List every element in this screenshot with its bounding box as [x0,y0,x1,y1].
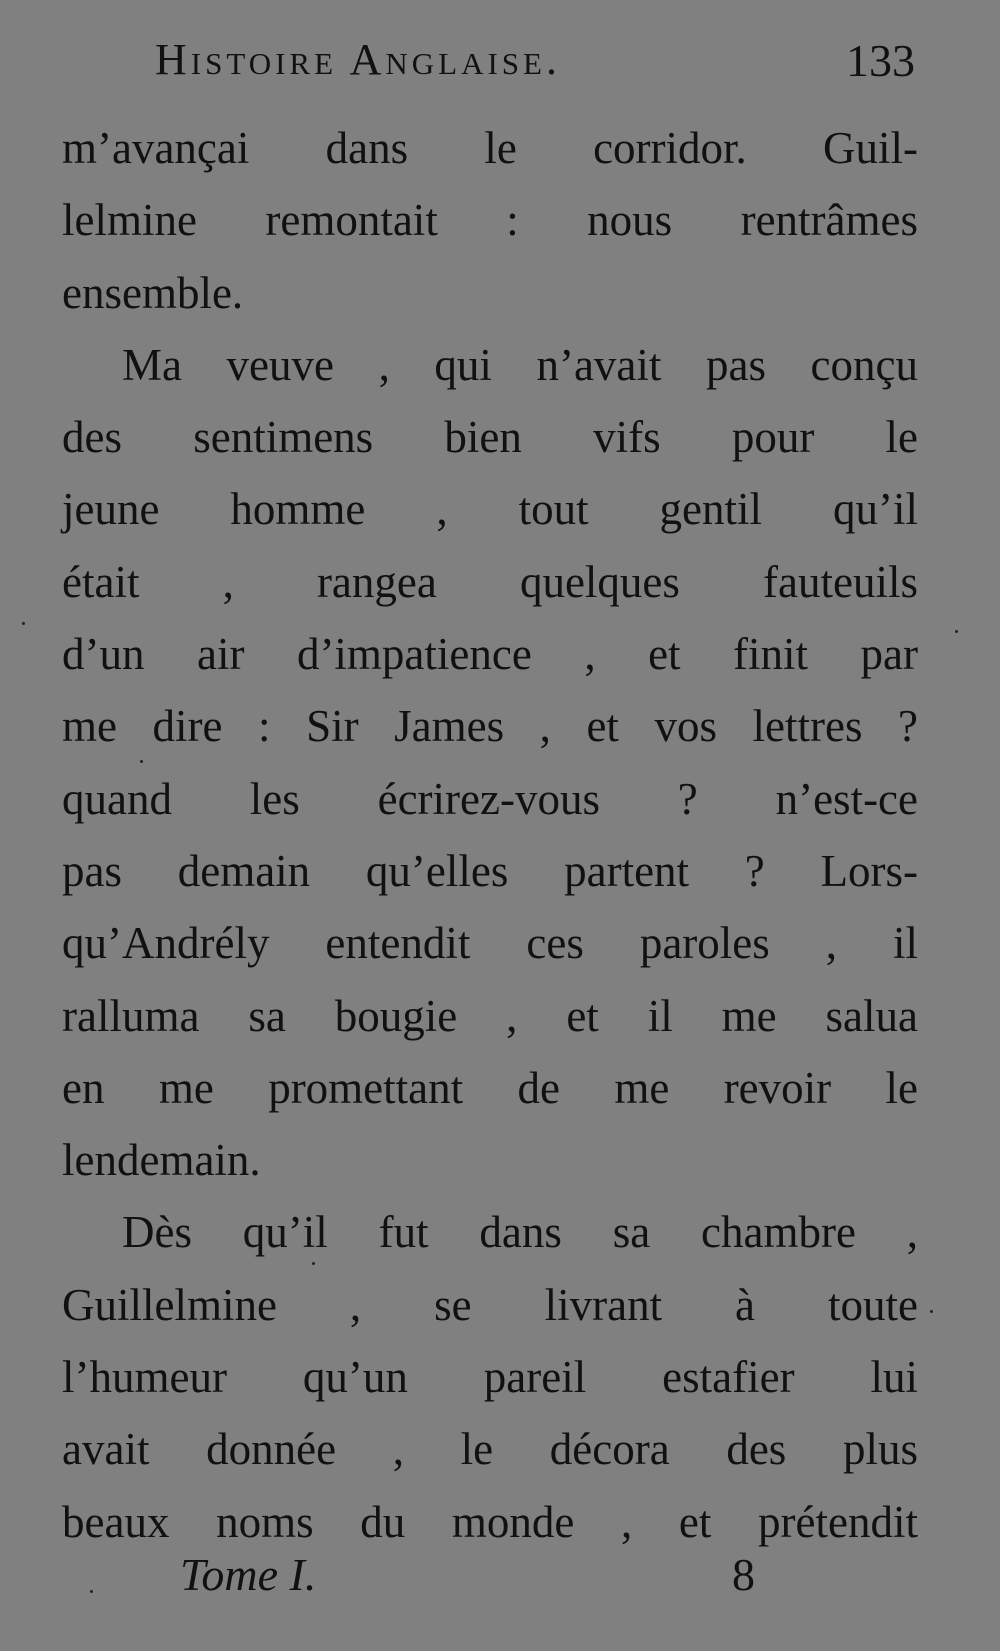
text-line: m’avançai dans le corridor. Guil- [62,123,918,173]
print-speck [930,1310,933,1313]
page-footer [180,1548,780,1618]
text-line: Guillelmine , se livrant à toute [62,1279,918,1330]
volume-label: Tome I. [180,1549,317,1600]
text-line: en me promettant de me revoir le [62,1062,918,1113]
text-line: lelmine remontait : nous rentrâmes [62,195,918,246]
print-speck [140,760,143,763]
page-header [155,34,915,104]
text-line: jeune homme , tout gentil qu’il [62,484,918,535]
text-line: me dire : Sir James , et vos lettres ? [62,701,918,752]
print-speck [312,1262,315,1265]
text-line: quand les écrirez-vous ? n’est-ce [62,773,918,824]
text-line: beaux noms du monde , et prétendit [62,1496,918,1547]
print-speck [22,622,25,625]
text-line: était , rangea quelques fauteuils [62,556,918,607]
text-line: d’un air d’impatience , et finit par [62,629,918,680]
text-line: Dès qu’il fut dans sa chambre , [122,1207,918,1258]
text-line: des sentimens bien vifs pour le [62,412,918,463]
text-line: avait donnée , le décora des plus [62,1424,918,1475]
text-line: lendemain. [62,1135,261,1186]
text-line: ensemble. [62,267,244,318]
page-number: 133 [846,35,915,86]
signature-mark: 8 [732,1549,755,1600]
print-speck [90,1590,93,1593]
running-title: Histoire Anglaise. [155,35,561,84]
body-text [62,112,918,1558]
text-line: ralluma sa bougie , et il me salua [62,990,918,1041]
text-line: pas demain qu’elles partent ? Lors- [62,845,918,896]
text-line: l’humeur qu’un pareil estafier lui [62,1352,918,1403]
text-line: Ma veuve , qui n’avait pas conçu [122,339,918,390]
print-speck [955,630,958,633]
text-line: qu’Andrély entendit ces paroles , il [62,918,918,969]
